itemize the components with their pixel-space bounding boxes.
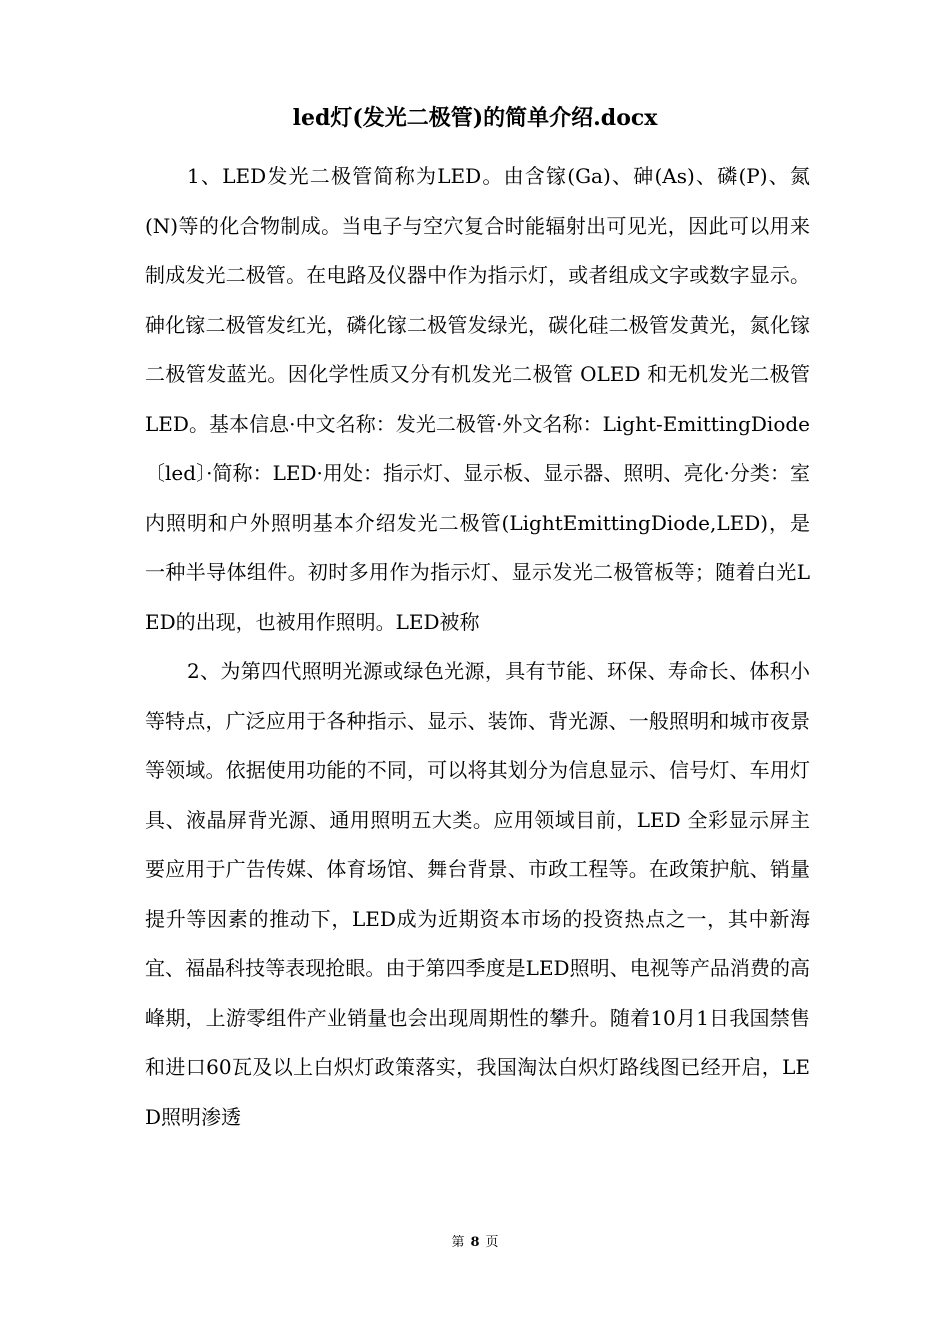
- page-footer: [0, 1234, 950, 1252]
- paragraph-1: 1、LED发光二极管简称为LED。由含镓(Ga)、砷(As)、磷(P)、氮(N)等的化合物制成。当电子与空穴复合时能辐射出可见光，因此可以用来制成发光二极管。在电路及仪器中作为指示灯，或者组成文字或数字显示。砷化镓二极管发红光，磷化镓二极管发绿光，碳化硅二极管发黄光，氮化镓二极管发蓝光。因化学性质又分有机发光二极管 OLED 和无机发光二极管 LED。基本信息·中文名称：发光二极管·外文名称：Light-EmittingDiode〔led〕·简称：LED·用处：指示灯、显示板、显示器、照明、亮化·分类：室内照明和户外照明基本介绍发光二极管(LightEmittingDiode,LED)，是一种半导体组件。初时多用作为指示灯、显示发光二极管板等；随着白光LED的出现，也被用作照明。LED被称: [145, 164, 810, 634]
- page-label-suffix: 页: [485, 1235, 499, 1250]
- page-label-prefix: 第: [451, 1235, 465, 1250]
- document-body: [145, 152, 810, 1142]
- paragraph-2: 2、为第四代照明光源或绿色光源，具有节能、环保、寿命长、体积小等特点，广泛应用于各种指示、显示、装饰、背光源、一般照明和城市夜景等领域。依据使用功能的不同，可以将其划分为信息显示、信号灯、车用灯具、液晶屏背光源、通用照明五大类。应用领域目前，LED 全彩显示屏主要应用于广告传媒、体育场馆、舞台背景、市政工程等。在政策护航、销量提升等因素的推动下，LED成为近期资本市场的投资热点之一，其中新海宜、福晶科技等表现抢眼。由于第四季度是LED照明、电视等产品消费的高峰期，上游零组件产业销量也会出现周期性的攀升。随着10月1日我国禁售和进口60瓦及以上白炽灯政策落实，我国淘汰白炽灯路线图已经开启，LED照明渗透: [145, 659, 810, 1129]
- document-title: led灯(发光二极管)的简单介绍.docx: [292, 105, 658, 131]
- page-number: 8: [470, 1235, 480, 1250]
